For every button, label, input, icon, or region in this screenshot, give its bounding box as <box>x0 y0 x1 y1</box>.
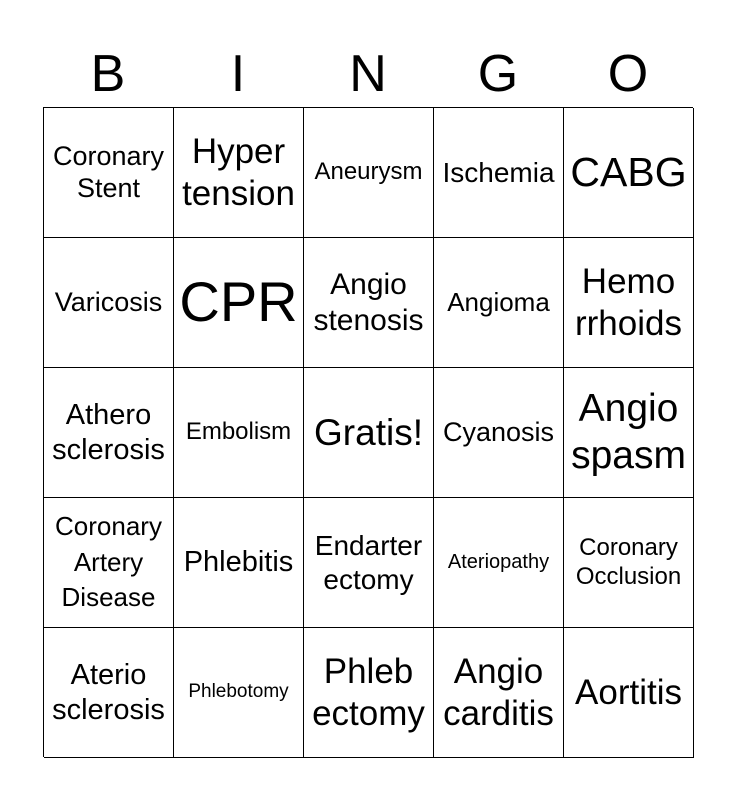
bingo-cell[interactable] <box>44 238 174 368</box>
header-letter-o: O <box>607 45 649 103</box>
bingo-cell[interactable] <box>434 108 564 238</box>
header-letter-g: G <box>477 45 519 103</box>
cell-label: Coronary Artery Disease <box>55 510 162 613</box>
bingo-cell[interactable] <box>44 498 174 628</box>
bingo-cell[interactable] <box>304 108 434 238</box>
cell-label: Ateriopathy <box>447 550 550 573</box>
bingo-cell[interactable] <box>564 368 694 498</box>
cell-label: Coronary Stent <box>52 140 165 203</box>
bingo-header <box>43 40 693 108</box>
cell-label: Phlebitis <box>183 546 294 579</box>
bingo-cell[interactable] <box>174 238 304 368</box>
cell-label: Phlebotomy <box>188 681 289 703</box>
bingo-cell[interactable] <box>304 238 434 368</box>
cell-label: Aneurysm <box>314 158 423 186</box>
bingo-cell[interactable] <box>434 628 564 758</box>
cell-label: Ischemia <box>442 156 555 188</box>
bingo-cell[interactable] <box>434 498 564 628</box>
bingo-cell[interactable] <box>44 108 174 238</box>
bingo-cell[interactable] <box>434 368 564 498</box>
cell-label: Phleb ectomy <box>312 652 425 733</box>
cell-label: Angio spasm <box>571 387 686 477</box>
header-letter-i: I <box>230 45 246 103</box>
cell-label: Aterio sclerosis <box>52 659 165 726</box>
cell-label: Hemo rrhoids <box>575 262 682 343</box>
bingo-cell[interactable] <box>174 368 304 498</box>
header-letter-b: B <box>90 45 126 103</box>
cell-label: Varicosis <box>54 286 163 317</box>
cell-label: CPR <box>179 270 298 334</box>
bingo-cell[interactable] <box>564 628 694 758</box>
cell-label: Gratis! <box>314 411 423 453</box>
bingo-cell[interactable] <box>174 498 304 628</box>
bingo-cell[interactable] <box>564 498 694 628</box>
bingo-board <box>43 107 693 757</box>
cell-label: Embolism <box>185 418 292 446</box>
bingo-cell[interactable] <box>564 238 694 368</box>
bingo-cell[interactable] <box>44 628 174 758</box>
cell-label: Cyanosis <box>442 416 555 447</box>
header-letter-n: N <box>349 45 387 103</box>
bingo-cell[interactable] <box>434 238 564 368</box>
cell-label: Hyper tension <box>182 132 295 213</box>
bingo-cell[interactable] <box>174 628 304 758</box>
bingo-cell[interactable] <box>304 628 434 758</box>
cell-label: Aortitis <box>575 672 682 712</box>
bingo-cell free-space[interactable] <box>304 368 434 498</box>
cell-label: Athero sclerosis <box>52 399 165 466</box>
cell-label: Angio carditis <box>443 652 554 733</box>
bingo-cell[interactable] <box>564 108 694 238</box>
bingo-cell[interactable] <box>44 368 174 498</box>
cell-label: Coronary Occlusion <box>575 534 682 590</box>
cell-label: Angioma <box>447 287 550 318</box>
cell-label: Endarter ectomy <box>314 530 423 595</box>
cell-label: Angio stenosis <box>313 268 424 337</box>
bingo-cell[interactable] <box>174 108 304 238</box>
cell-label: CABG <box>570 149 687 196</box>
bingo-cell[interactable] <box>304 498 434 628</box>
